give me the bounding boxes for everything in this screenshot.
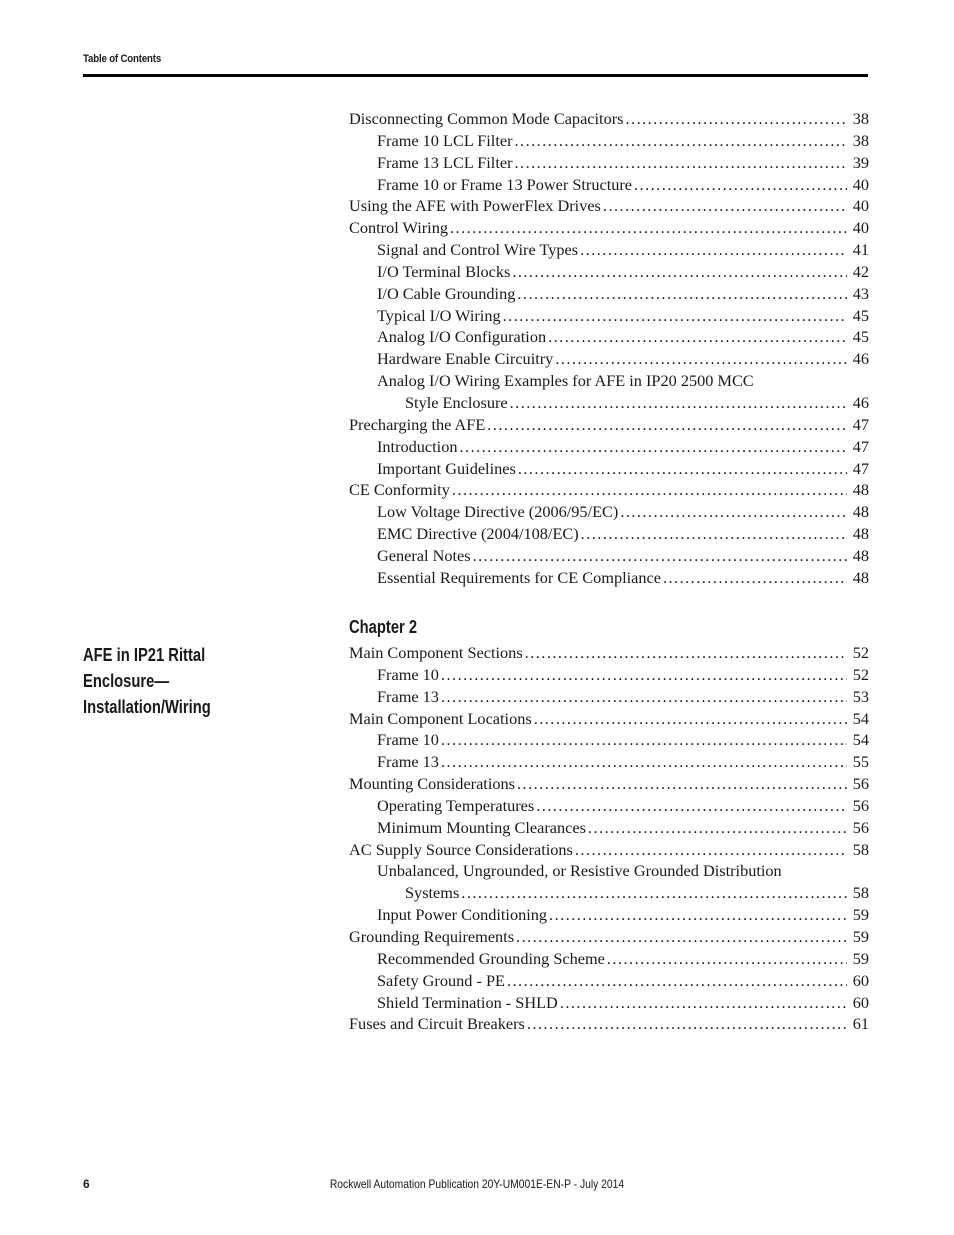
- toc-entry[interactable]: [349, 992, 869, 1014]
- toc-entry-title: EMC Directive (2004/108/EC): [377, 524, 579, 544]
- toc-entry-title: Frame 10 LCL Filter: [377, 130, 513, 150]
- dot-leader: [441, 751, 847, 773]
- toc-entry-page: 40: [847, 195, 869, 217]
- toc-entry-page: 56: [847, 795, 869, 817]
- toc-entry[interactable]: [349, 479, 869, 501]
- toc-entry[interactable]: [349, 729, 869, 751]
- toc-entry-title: Low Voltage Directive (2006/95/EC): [377, 502, 619, 522]
- toc-entry-page: 59: [847, 904, 869, 926]
- toc-entry[interactable]: [349, 523, 869, 545]
- running-header: Table of Contents: [83, 53, 162, 65]
- toc-entry[interactable]: [349, 948, 869, 970]
- toc-entry-page: 38: [847, 108, 869, 130]
- toc-entry-title: Control Wiring: [349, 218, 448, 238]
- toc-entry[interactable]: [349, 195, 869, 217]
- toc-entry-title: Fuses and Circuit Breakers: [349, 1014, 525, 1034]
- dot-leader: [517, 283, 846, 305]
- dot-leader: [461, 882, 846, 904]
- toc-entry-title: Precharging the AFE: [349, 414, 486, 434]
- toc-entry-page: 56: [847, 773, 869, 795]
- toc-entry-page: 39: [847, 152, 869, 174]
- dot-leader: [517, 773, 847, 795]
- toc-entry-page: 48: [847, 479, 869, 501]
- dot-leader: [515, 152, 847, 174]
- dot-leader: [510, 392, 847, 414]
- toc-entry-title: Recommended Grounding Scheme: [377, 948, 605, 968]
- dot-leader: [536, 795, 846, 817]
- dot-leader: [527, 1013, 847, 1035]
- toc-entry-title: Grounding Requirements: [349, 926, 515, 946]
- toc-entry[interactable]: [349, 261, 869, 283]
- toc-entry-title: Frame 10 or Frame 13 Power Structure: [377, 174, 633, 194]
- toc-chapter2-list: [349, 642, 869, 1035]
- toc-entry[interactable]: [349, 904, 869, 926]
- publication-footer: Rockwell Automation Publication 20Y-UM001E-EN-P - July 2014: [329, 1177, 625, 1191]
- toc-entry[interactable]: [349, 642, 869, 664]
- toc-entry-title: Signal and Control Wire Types: [377, 240, 579, 260]
- toc-entry-title: Typical I/O Wiring: [377, 305, 501, 325]
- dot-leader: [625, 108, 846, 130]
- toc-entry[interactable]: [349, 326, 869, 348]
- dot-leader: [581, 523, 847, 545]
- dot-leader: [525, 642, 847, 664]
- toc-entry-page: 45: [847, 305, 869, 327]
- toc-entry-page: 40: [847, 217, 869, 239]
- dot-leader: [588, 817, 847, 839]
- toc-entry-page: 41: [847, 239, 869, 261]
- header-rule: [83, 74, 868, 77]
- dot-leader: [603, 195, 847, 217]
- toc-entry-page: 61: [847, 1013, 869, 1035]
- toc-entry-title: Hardware Enable Circuitry: [377, 349, 554, 369]
- toc-entry-title: Main Component Sections: [349, 643, 523, 662]
- dot-leader: [450, 217, 847, 239]
- dot-leader: [512, 261, 846, 283]
- toc-entry-page: 55: [847, 751, 869, 773]
- dot-leader: [452, 479, 847, 501]
- toc-entry[interactable]: [349, 130, 869, 152]
- toc-entry[interactable]: [349, 773, 869, 795]
- toc-entry-title: Frame 10: [377, 730, 439, 750]
- dot-leader: [620, 501, 846, 523]
- dot-leader: [507, 970, 847, 992]
- toc-entry-page: 52: [847, 642, 869, 664]
- toc-entry-page: 45: [847, 326, 869, 348]
- toc-entry[interactable]: [349, 567, 869, 589]
- toc-entry-page: 59: [847, 926, 869, 948]
- toc-entry-page: 48: [847, 545, 869, 567]
- toc-entry[interactable]: [349, 817, 869, 839]
- toc-entry-page: 59: [847, 948, 869, 970]
- chapter-heading: [349, 616, 432, 638]
- toc-entry[interactable]: [349, 392, 869, 414]
- toc-entry-title: Mounting Considerations: [349, 774, 515, 794]
- toc-entry-title: CE Conformity: [349, 480, 450, 500]
- dot-leader: [575, 839, 847, 861]
- toc-entry-title: AC Supply Source Considerations: [349, 839, 573, 859]
- dot-leader: [515, 130, 847, 152]
- toc-entry-title: Introduction: [377, 436, 458, 456]
- dot-leader: [663, 567, 847, 589]
- toc-entry[interactable]: [349, 501, 869, 523]
- toc-entry-title: Using the AFE with PowerFlex Drives: [349, 196, 601, 216]
- toc-entry[interactable]: [349, 664, 869, 686]
- toc-entry[interactable]: [349, 348, 869, 370]
- toc-entry[interactable]: [349, 545, 869, 567]
- dot-leader: [549, 904, 847, 926]
- toc-entry-title: I/O Terminal Blocks: [377, 261, 511, 281]
- toc-entry[interactable]: [349, 708, 869, 730]
- page-number: 6: [83, 1177, 90, 1191]
- toc-entry-title: Essential Requirements for CE Compliance: [377, 567, 661, 587]
- toc-entry[interactable]: [349, 970, 869, 992]
- toc-entry-title: Systems: [405, 883, 460, 903]
- dot-leader: [634, 174, 847, 196]
- toc-entry-title: Minimum Mounting Clearances: [377, 817, 586, 837]
- toc-entry-title: Analog I/O Wiring Examples for AFE in IP20 2500 MCC: [377, 371, 754, 391]
- toc-entry-page: 48: [847, 501, 869, 523]
- toc-entry[interactable]: [349, 108, 869, 130]
- toc-entry[interactable]: [349, 370, 869, 392]
- toc-entry[interactable]: [349, 305, 869, 327]
- toc-entry-page: 54: [847, 729, 869, 751]
- toc-entry-title: Frame 13: [377, 752, 439, 772]
- toc-entry[interactable]: [349, 839, 869, 861]
- toc-entry[interactable]: [349, 795, 869, 817]
- toc-entry[interactable]: [349, 1013, 869, 1035]
- dot-leader: [560, 992, 847, 1014]
- dot-leader: [441, 664, 847, 686]
- toc-entry-title: Main Component Locations: [349, 708, 532, 728]
- dot-leader: [473, 545, 847, 567]
- dot-leader: [548, 326, 847, 348]
- toc-entry-page: 48: [847, 567, 869, 589]
- toc-entry-page: 56: [847, 817, 869, 839]
- toc-entry-page: 53: [847, 686, 869, 708]
- toc-entry-page: 58: [847, 882, 869, 904]
- toc-entry[interactable]: [349, 882, 869, 904]
- toc-entry-page: 58: [847, 839, 869, 861]
- toc-entry[interactable]: [349, 860, 869, 882]
- dot-leader: [516, 926, 847, 948]
- toc-entry-title: Style Enclosure: [405, 392, 508, 412]
- toc-entry-title: General Notes: [377, 545, 471, 565]
- toc-entry[interactable]: [349, 686, 869, 708]
- toc-entry-title: Operating Temperatures: [377, 795, 535, 815]
- toc-entry-page: 38: [847, 130, 869, 152]
- toc-entry[interactable]: [349, 283, 869, 305]
- dot-leader: [534, 708, 847, 730]
- toc-entry-page: 47: [847, 436, 869, 458]
- toc-continued-list: [349, 108, 869, 589]
- toc-entry-title: Input Power Conditioning: [377, 905, 548, 925]
- toc-entry[interactable]: [349, 926, 869, 948]
- dot-leader: [441, 686, 847, 708]
- toc-entry-title: Frame 13: [377, 686, 439, 706]
- dot-leader: [607, 948, 847, 970]
- toc-entry-page: 47: [847, 414, 869, 436]
- toc-entry-page: 54: [847, 708, 869, 730]
- toc-entry-title: Disconnecting Common Mode Capacitors: [349, 109, 624, 128]
- dot-leader: [459, 436, 846, 458]
- toc-entry-page: 47: [847, 458, 869, 480]
- toc-entry-title: Important Guidelines: [377, 458, 516, 478]
- chapter-title: AFE in IP21 Rittal Enclosure—Installation/Wiring: [83, 645, 211, 717]
- toc-entry-page: 60: [847, 970, 869, 992]
- toc-entry-title: I/O Cable Grounding: [377, 283, 516, 303]
- toc-entry[interactable]: [349, 751, 869, 773]
- toc-entry[interactable]: [349, 414, 869, 436]
- dot-leader: [580, 239, 847, 261]
- toc-entry-page: 43: [847, 283, 869, 305]
- toc-entry-title: Unbalanced, Ungrounded, or Resistive Grounded Distribution: [377, 861, 782, 881]
- dot-leader: [487, 414, 846, 436]
- toc-entry-title: Analog I/O Configuration: [377, 327, 547, 347]
- toc-entry[interactable]: [349, 174, 869, 196]
- dot-leader: [503, 305, 847, 327]
- toc-entry-page: 52: [847, 664, 869, 686]
- toc-entry[interactable]: [349, 152, 869, 174]
- dot-leader: [441, 729, 847, 751]
- toc-entry[interactable]: [349, 217, 869, 239]
- toc-entry-page: 42: [847, 261, 869, 283]
- toc-entry-title: Shield Termination - SHLD: [377, 992, 558, 1012]
- toc-entry-page: 48: [847, 523, 869, 545]
- toc-entry[interactable]: [349, 458, 869, 480]
- toc-entry-page: 46: [847, 348, 869, 370]
- dot-leader: [518, 458, 847, 480]
- toc-entry-page: 46: [847, 392, 869, 414]
- toc-entry-page: 40: [847, 174, 869, 196]
- chapter-label: Chapter 2: [349, 617, 418, 637]
- toc-entry-title: Frame 10: [377, 664, 439, 684]
- toc-entry[interactable]: [349, 436, 869, 458]
- toc-entry[interactable]: [349, 239, 869, 261]
- toc-entry-title: Frame 13 LCL Filter: [377, 152, 513, 172]
- toc-entry-title: Safety Ground - PE: [377, 970, 505, 990]
- dot-leader: [555, 348, 846, 370]
- toc-entry-page: 60: [847, 992, 869, 1014]
